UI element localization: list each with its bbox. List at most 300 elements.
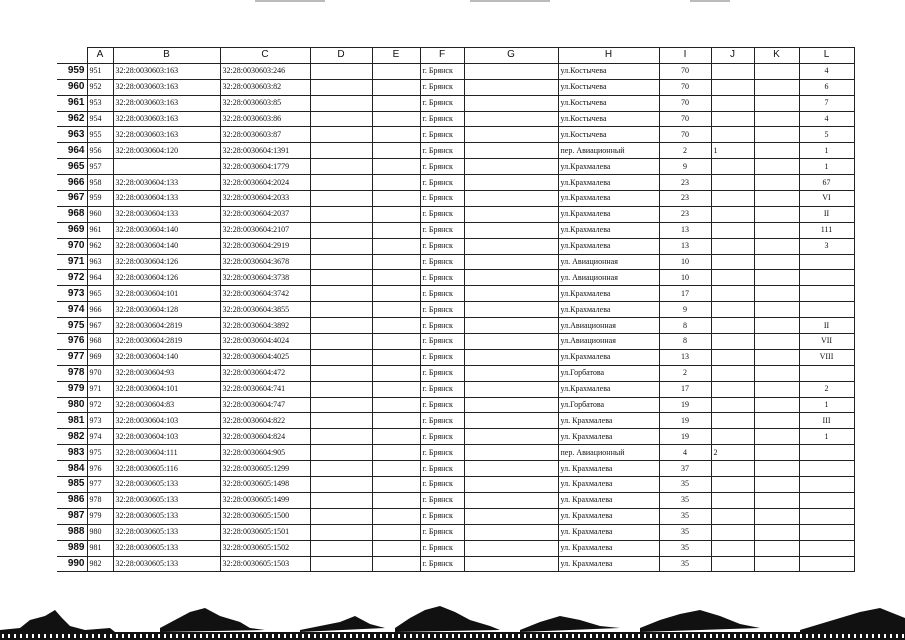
cell-l[interactable]: 4 bbox=[799, 63, 854, 79]
cell-a[interactable]: 966 bbox=[87, 302, 113, 318]
cell-k[interactable] bbox=[754, 270, 799, 286]
cell-c[interactable]: 32:28:0030604:1391 bbox=[220, 143, 310, 159]
cell-f[interactable]: г. Брянск bbox=[420, 492, 464, 508]
cell-b[interactable]: 32:28:0030604:140 bbox=[113, 222, 220, 238]
cell-k[interactable] bbox=[754, 286, 799, 302]
column-header-e[interactable]: E bbox=[372, 48, 420, 64]
cell-l[interactable]: II bbox=[799, 318, 854, 334]
cell-h[interactable]: ул. Крахмалева bbox=[558, 492, 659, 508]
cell-g[interactable] bbox=[464, 381, 558, 397]
cell-e[interactable] bbox=[372, 270, 420, 286]
cell-g[interactable] bbox=[464, 349, 558, 365]
row-number[interactable]: 963 bbox=[57, 127, 87, 143]
cell-c[interactable]: 32:28:0030603:246 bbox=[220, 63, 310, 79]
cell-k[interactable] bbox=[754, 365, 799, 381]
cell-h[interactable]: ул. Крахмалева bbox=[558, 429, 659, 445]
cell-l[interactable] bbox=[799, 492, 854, 508]
cell-h[interactable]: ул.Крахмалева bbox=[558, 381, 659, 397]
row-number[interactable]: 966 bbox=[57, 175, 87, 191]
cell-d[interactable] bbox=[310, 175, 372, 191]
cell-k[interactable] bbox=[754, 222, 799, 238]
cell-i[interactable]: 37 bbox=[659, 461, 711, 477]
cell-c[interactable]: 32:28:0030604:3892 bbox=[220, 318, 310, 334]
cell-g[interactable] bbox=[464, 540, 558, 556]
cell-b[interactable]: 32:28:0030604:133 bbox=[113, 206, 220, 222]
cell-k[interactable] bbox=[754, 445, 799, 461]
cell-d[interactable] bbox=[310, 429, 372, 445]
cell-c[interactable]: 32:28:0030604:2037 bbox=[220, 206, 310, 222]
cell-g[interactable] bbox=[464, 238, 558, 254]
cell-e[interactable] bbox=[372, 79, 420, 95]
row-number[interactable]: 977 bbox=[57, 349, 87, 365]
cell-f[interactable]: г. Брянск bbox=[420, 445, 464, 461]
cell-b[interactable]: 32:28:0030604:140 bbox=[113, 238, 220, 254]
cell-i[interactable]: 35 bbox=[659, 556, 711, 572]
cell-f[interactable]: г. Брянск bbox=[420, 413, 464, 429]
cell-a[interactable]: 951 bbox=[87, 63, 113, 79]
cell-d[interactable] bbox=[310, 556, 372, 572]
cell-l[interactable]: 1 bbox=[799, 397, 854, 413]
cell-j[interactable] bbox=[711, 238, 754, 254]
cell-l[interactable]: 6 bbox=[799, 79, 854, 95]
cell-g[interactable] bbox=[464, 286, 558, 302]
cell-a[interactable]: 970 bbox=[87, 365, 113, 381]
row-number[interactable]: 989 bbox=[57, 540, 87, 556]
cell-g[interactable] bbox=[464, 413, 558, 429]
cell-k[interactable] bbox=[754, 524, 799, 540]
cell-a[interactable]: 952 bbox=[87, 79, 113, 95]
cell-b[interactable]: 32:28:0030603:163 bbox=[113, 79, 220, 95]
cell-c[interactable]: 32:28:0030604:824 bbox=[220, 429, 310, 445]
cell-a[interactable]: 979 bbox=[87, 508, 113, 524]
cell-h[interactable]: ул. Крахмалева bbox=[558, 508, 659, 524]
cell-b[interactable]: 32:28:0030604:2819 bbox=[113, 334, 220, 350]
cell-f[interactable]: г. Брянск bbox=[420, 349, 464, 365]
cell-d[interactable] bbox=[310, 143, 372, 159]
cell-k[interactable] bbox=[754, 381, 799, 397]
cell-j[interactable] bbox=[711, 63, 754, 79]
cell-a[interactable]: 974 bbox=[87, 429, 113, 445]
cell-j[interactable] bbox=[711, 381, 754, 397]
cell-a[interactable]: 964 bbox=[87, 270, 113, 286]
cell-c[interactable]: 32:28:0030604:2024 bbox=[220, 175, 310, 191]
cell-b[interactable]: 32:28:0030604:101 bbox=[113, 381, 220, 397]
cell-k[interactable] bbox=[754, 191, 799, 207]
cell-e[interactable] bbox=[372, 95, 420, 111]
cell-d[interactable] bbox=[310, 79, 372, 95]
cell-c[interactable]: 32:28:0030605:1501 bbox=[220, 524, 310, 540]
cell-f[interactable]: г. Брянск bbox=[420, 365, 464, 381]
cell-a[interactable]: 968 bbox=[87, 334, 113, 350]
cell-f[interactable]: г. Брянск bbox=[420, 429, 464, 445]
cell-k[interactable] bbox=[754, 143, 799, 159]
cell-h[interactable]: ул. Крахмалева bbox=[558, 524, 659, 540]
column-header-b[interactable]: B bbox=[113, 48, 220, 64]
cell-b[interactable]: 32:28:0030604:111 bbox=[113, 445, 220, 461]
cell-i[interactable]: 70 bbox=[659, 63, 711, 79]
cell-i[interactable]: 13 bbox=[659, 222, 711, 238]
cell-l[interactable] bbox=[799, 508, 854, 524]
cell-d[interactable] bbox=[310, 540, 372, 556]
cell-b[interactable]: 32:28:0030604:120 bbox=[113, 143, 220, 159]
cell-e[interactable] bbox=[372, 334, 420, 350]
cell-f[interactable]: г. Брянск bbox=[420, 238, 464, 254]
cell-i[interactable]: 35 bbox=[659, 524, 711, 540]
cell-h[interactable]: ул.Крахмалева bbox=[558, 191, 659, 207]
cell-e[interactable] bbox=[372, 63, 420, 79]
cell-h[interactable]: ул.Крахмалева bbox=[558, 222, 659, 238]
cell-g[interactable] bbox=[464, 508, 558, 524]
cell-k[interactable] bbox=[754, 254, 799, 270]
row-number[interactable]: 987 bbox=[57, 508, 87, 524]
cell-j[interactable] bbox=[711, 524, 754, 540]
cell-l[interactable]: 4 bbox=[799, 111, 854, 127]
cell-c[interactable]: 32:28:0030603:82 bbox=[220, 79, 310, 95]
column-header-l[interactable]: L bbox=[799, 48, 854, 64]
cell-j[interactable] bbox=[711, 540, 754, 556]
row-number[interactable]: 962 bbox=[57, 111, 87, 127]
column-header-h[interactable]: H bbox=[558, 48, 659, 64]
cell-j[interactable] bbox=[711, 254, 754, 270]
cell-d[interactable] bbox=[310, 191, 372, 207]
cell-j[interactable] bbox=[711, 302, 754, 318]
cell-f[interactable]: г. Брянск bbox=[420, 127, 464, 143]
cell-b[interactable] bbox=[113, 159, 220, 175]
cell-h[interactable]: ул.Костычева bbox=[558, 127, 659, 143]
cell-b[interactable]: 32:28:0030605:133 bbox=[113, 492, 220, 508]
row-number[interactable]: 988 bbox=[57, 524, 87, 540]
row-number[interactable]: 960 bbox=[57, 79, 87, 95]
cell-g[interactable] bbox=[464, 270, 558, 286]
cell-e[interactable] bbox=[372, 365, 420, 381]
cell-d[interactable] bbox=[310, 63, 372, 79]
cell-f[interactable]: г. Брянск bbox=[420, 477, 464, 493]
cell-d[interactable] bbox=[310, 270, 372, 286]
cell-l[interactable]: III bbox=[799, 413, 854, 429]
cell-j[interactable] bbox=[711, 477, 754, 493]
cell-l[interactable]: 5 bbox=[799, 127, 854, 143]
cell-d[interactable] bbox=[310, 397, 372, 413]
cell-l[interactable]: VIII bbox=[799, 349, 854, 365]
cell-b[interactable]: 32:28:0030605:133 bbox=[113, 477, 220, 493]
cell-a[interactable]: 956 bbox=[87, 143, 113, 159]
cell-f[interactable]: г. Брянск bbox=[420, 461, 464, 477]
cell-f[interactable]: г. Брянск bbox=[420, 191, 464, 207]
cell-f[interactable]: г. Брянск bbox=[420, 334, 464, 350]
cell-h[interactable]: ул.Авиационная bbox=[558, 334, 659, 350]
cell-i[interactable]: 35 bbox=[659, 492, 711, 508]
cell-a[interactable]: 967 bbox=[87, 318, 113, 334]
cell-k[interactable] bbox=[754, 540, 799, 556]
cell-i[interactable]: 9 bbox=[659, 302, 711, 318]
cell-l[interactable]: II bbox=[799, 206, 854, 222]
cell-e[interactable] bbox=[372, 492, 420, 508]
cell-f[interactable]: г. Брянск bbox=[420, 206, 464, 222]
cell-j[interactable] bbox=[711, 175, 754, 191]
cell-a[interactable]: 976 bbox=[87, 461, 113, 477]
cell-h[interactable]: ул. Крахмалева bbox=[558, 461, 659, 477]
cell-i[interactable]: 10 bbox=[659, 254, 711, 270]
cell-l[interactable]: VII bbox=[799, 334, 854, 350]
cell-i[interactable]: 19 bbox=[659, 429, 711, 445]
column-header-c[interactable]: C bbox=[220, 48, 310, 64]
cell-i[interactable]: 8 bbox=[659, 334, 711, 350]
cell-b[interactable]: 32:28:0030604:93 bbox=[113, 365, 220, 381]
cell-g[interactable] bbox=[464, 95, 558, 111]
cell-l[interactable] bbox=[799, 524, 854, 540]
cell-a[interactable]: 953 bbox=[87, 95, 113, 111]
cell-f[interactable]: г. Брянск bbox=[420, 222, 464, 238]
row-number[interactable]: 984 bbox=[57, 461, 87, 477]
cell-g[interactable] bbox=[464, 254, 558, 270]
cell-h[interactable]: ул. Крахмалева bbox=[558, 556, 659, 572]
cell-h[interactable]: ул. Авиационная bbox=[558, 270, 659, 286]
cell-f[interactable]: г. Брянск bbox=[420, 254, 464, 270]
cell-c[interactable]: 32:28:0030604:741 bbox=[220, 381, 310, 397]
cell-a[interactable]: 962 bbox=[87, 238, 113, 254]
cell-j[interactable] bbox=[711, 127, 754, 143]
cell-c[interactable]: 32:28:0030605:1299 bbox=[220, 461, 310, 477]
cell-g[interactable] bbox=[464, 127, 558, 143]
row-number[interactable]: 980 bbox=[57, 397, 87, 413]
cell-j[interactable] bbox=[711, 206, 754, 222]
cell-b[interactable]: 32:28:0030605:116 bbox=[113, 461, 220, 477]
cell-a[interactable]: 975 bbox=[87, 445, 113, 461]
cell-h[interactable]: ул. Крахмалева bbox=[558, 540, 659, 556]
cell-j[interactable] bbox=[711, 111, 754, 127]
cell-c[interactable]: 32:28:0030605:1498 bbox=[220, 477, 310, 493]
cell-j[interactable] bbox=[711, 286, 754, 302]
cell-f[interactable]: г. Брянск bbox=[420, 524, 464, 540]
cell-g[interactable] bbox=[464, 397, 558, 413]
cell-a[interactable]: 960 bbox=[87, 206, 113, 222]
cell-f[interactable]: г. Брянск bbox=[420, 79, 464, 95]
cell-j[interactable] bbox=[711, 95, 754, 111]
cell-l[interactable] bbox=[799, 477, 854, 493]
cell-e[interactable] bbox=[372, 445, 420, 461]
cell-l[interactable] bbox=[799, 461, 854, 477]
cell-d[interactable] bbox=[310, 508, 372, 524]
cell-d[interactable] bbox=[310, 302, 372, 318]
cell-c[interactable]: 32:28:0030603:85 bbox=[220, 95, 310, 111]
cell-c[interactable]: 32:28:0030603:87 bbox=[220, 127, 310, 143]
cell-k[interactable] bbox=[754, 556, 799, 572]
row-number[interactable]: 982 bbox=[57, 429, 87, 445]
cell-l[interactable]: 1 bbox=[799, 143, 854, 159]
cell-g[interactable] bbox=[464, 143, 558, 159]
cell-f[interactable]: г. Брянск bbox=[420, 556, 464, 572]
cell-c[interactable]: 32:28:0030604:2107 bbox=[220, 222, 310, 238]
cell-d[interactable] bbox=[310, 254, 372, 270]
cell-g[interactable] bbox=[464, 159, 558, 175]
cell-e[interactable] bbox=[372, 111, 420, 127]
cell-c[interactable]: 32:28:0030605:1500 bbox=[220, 508, 310, 524]
row-number[interactable]: 973 bbox=[57, 286, 87, 302]
cell-j[interactable] bbox=[711, 508, 754, 524]
cell-l[interactable] bbox=[799, 286, 854, 302]
cell-j[interactable] bbox=[711, 397, 754, 413]
row-number[interactable]: 971 bbox=[57, 254, 87, 270]
cell-k[interactable] bbox=[754, 238, 799, 254]
cell-g[interactable] bbox=[464, 492, 558, 508]
cell-l[interactable]: 1 bbox=[799, 429, 854, 445]
cell-c[interactable]: 32:28:0030604:3742 bbox=[220, 286, 310, 302]
cell-d[interactable] bbox=[310, 238, 372, 254]
cell-l[interactable] bbox=[799, 365, 854, 381]
cell-k[interactable] bbox=[754, 111, 799, 127]
cell-f[interactable]: г. Брянск bbox=[420, 540, 464, 556]
cell-k[interactable] bbox=[754, 508, 799, 524]
cell-g[interactable] bbox=[464, 461, 558, 477]
cell-d[interactable] bbox=[310, 111, 372, 127]
cell-k[interactable] bbox=[754, 127, 799, 143]
cell-a[interactable]: 959 bbox=[87, 191, 113, 207]
cell-g[interactable] bbox=[464, 445, 558, 461]
cell-e[interactable] bbox=[372, 397, 420, 413]
cell-e[interactable] bbox=[372, 222, 420, 238]
cell-j[interactable] bbox=[711, 429, 754, 445]
row-number[interactable]: 974 bbox=[57, 302, 87, 318]
cell-h[interactable]: ул.Крахмалева bbox=[558, 286, 659, 302]
cell-l[interactable]: 1 bbox=[799, 159, 854, 175]
row-number[interactable]: 959 bbox=[57, 63, 87, 79]
cell-c[interactable]: 32:28:0030604:4025 bbox=[220, 349, 310, 365]
cell-h[interactable]: ул.Костычева bbox=[558, 95, 659, 111]
cell-b[interactable]: 32:28:0030604:133 bbox=[113, 175, 220, 191]
cell-f[interactable]: г. Брянск bbox=[420, 318, 464, 334]
cell-g[interactable] bbox=[464, 429, 558, 445]
cell-l[interactable] bbox=[799, 270, 854, 286]
cell-d[interactable] bbox=[310, 445, 372, 461]
column-header-j[interactable]: J bbox=[711, 48, 754, 64]
cell-b[interactable]: 32:28:0030604:126 bbox=[113, 270, 220, 286]
cell-f[interactable]: г. Брянск bbox=[420, 175, 464, 191]
column-header-d[interactable]: D bbox=[310, 48, 372, 64]
cell-j[interactable] bbox=[711, 222, 754, 238]
cell-e[interactable] bbox=[372, 238, 420, 254]
cell-k[interactable] bbox=[754, 349, 799, 365]
cell-f[interactable]: г. Брянск bbox=[420, 143, 464, 159]
row-number[interactable]: 967 bbox=[57, 191, 87, 207]
cell-d[interactable] bbox=[310, 318, 372, 334]
cell-h[interactable]: ул.Авиационная bbox=[558, 318, 659, 334]
cell-i[interactable]: 8 bbox=[659, 318, 711, 334]
cell-c[interactable]: 32:28:0030604:3678 bbox=[220, 254, 310, 270]
cell-j[interactable] bbox=[711, 413, 754, 429]
cell-c[interactable]: 32:28:0030604:747 bbox=[220, 397, 310, 413]
cell-k[interactable] bbox=[754, 461, 799, 477]
cell-j[interactable] bbox=[711, 191, 754, 207]
row-number[interactable]: 961 bbox=[57, 95, 87, 111]
cell-g[interactable] bbox=[464, 556, 558, 572]
cell-d[interactable] bbox=[310, 365, 372, 381]
column-header-k[interactable]: K bbox=[754, 48, 799, 64]
cell-b[interactable]: 32:28:0030604:103 bbox=[113, 413, 220, 429]
cell-h[interactable]: ул.Горбатова bbox=[558, 397, 659, 413]
cell-d[interactable] bbox=[310, 349, 372, 365]
cell-a[interactable]: 957 bbox=[87, 159, 113, 175]
cell-f[interactable]: г. Брянск bbox=[420, 381, 464, 397]
cell-c[interactable]: 32:28:0030604:1779 bbox=[220, 159, 310, 175]
cell-b[interactable]: 32:28:0030604:2819 bbox=[113, 318, 220, 334]
cell-l[interactable]: 2 bbox=[799, 381, 854, 397]
cell-h[interactable]: пер. Авиационный bbox=[558, 445, 659, 461]
cell-j[interactable] bbox=[711, 334, 754, 350]
cell-d[interactable] bbox=[310, 461, 372, 477]
cell-d[interactable] bbox=[310, 127, 372, 143]
cell-b[interactable]: 32:28:0030604:101 bbox=[113, 286, 220, 302]
row-number[interactable]: 978 bbox=[57, 365, 87, 381]
cell-j[interactable] bbox=[711, 365, 754, 381]
cell-h[interactable]: ул.Крахмалева bbox=[558, 302, 659, 318]
cell-i[interactable]: 9 bbox=[659, 159, 711, 175]
cell-i[interactable]: 70 bbox=[659, 79, 711, 95]
row-number[interactable]: 981 bbox=[57, 413, 87, 429]
cell-k[interactable] bbox=[754, 477, 799, 493]
cell-k[interactable] bbox=[754, 429, 799, 445]
cell-b[interactable]: 32:28:0030603:163 bbox=[113, 63, 220, 79]
cell-f[interactable]: г. Брянск bbox=[420, 508, 464, 524]
cell-d[interactable] bbox=[310, 413, 372, 429]
cell-h[interactable]: ул.Костычева bbox=[558, 111, 659, 127]
cell-l[interactable]: 7 bbox=[799, 95, 854, 111]
cell-c[interactable]: 32:28:0030603:86 bbox=[220, 111, 310, 127]
cell-g[interactable] bbox=[464, 222, 558, 238]
cell-c[interactable]: 32:28:0030604:4024 bbox=[220, 334, 310, 350]
cell-b[interactable]: 32:28:0030604:126 bbox=[113, 254, 220, 270]
cell-k[interactable] bbox=[754, 175, 799, 191]
cell-l[interactable] bbox=[799, 254, 854, 270]
cell-i[interactable]: 23 bbox=[659, 191, 711, 207]
column-header-i[interactable]: I bbox=[659, 48, 711, 64]
cell-j[interactable] bbox=[711, 492, 754, 508]
cell-c[interactable]: 32:28:0030605:1499 bbox=[220, 492, 310, 508]
row-number[interactable]: 976 bbox=[57, 334, 87, 350]
row-number[interactable]: 975 bbox=[57, 318, 87, 334]
cell-b[interactable]: 32:28:0030604:133 bbox=[113, 191, 220, 207]
cell-i[interactable]: 2 bbox=[659, 365, 711, 381]
cell-j[interactable] bbox=[711, 270, 754, 286]
cell-a[interactable]: 982 bbox=[87, 556, 113, 572]
cell-l[interactable]: 67 bbox=[799, 175, 854, 191]
cell-i[interactable]: 13 bbox=[659, 238, 711, 254]
cell-b[interactable]: 32:28:0030604:83 bbox=[113, 397, 220, 413]
cell-a[interactable]: 955 bbox=[87, 127, 113, 143]
cell-g[interactable] bbox=[464, 63, 558, 79]
cell-g[interactable] bbox=[464, 79, 558, 95]
cell-h[interactable]: ул.Костычева bbox=[558, 79, 659, 95]
cell-h[interactable]: ул.Крахмалева bbox=[558, 206, 659, 222]
cell-l[interactable] bbox=[799, 540, 854, 556]
cell-e[interactable] bbox=[372, 556, 420, 572]
cell-g[interactable] bbox=[464, 175, 558, 191]
cell-j[interactable] bbox=[711, 159, 754, 175]
row-number[interactable]: 990 bbox=[57, 556, 87, 572]
cell-h[interactable]: ул. Крахмалева bbox=[558, 477, 659, 493]
cell-c[interactable]: 32:28:0030604:2033 bbox=[220, 191, 310, 207]
cell-a[interactable]: 969 bbox=[87, 349, 113, 365]
cell-g[interactable] bbox=[464, 206, 558, 222]
cell-k[interactable] bbox=[754, 397, 799, 413]
cell-i[interactable]: 23 bbox=[659, 175, 711, 191]
cell-a[interactable]: 954 bbox=[87, 111, 113, 127]
cell-f[interactable]: г. Брянск bbox=[420, 286, 464, 302]
cell-b[interactable]: 32:28:0030603:163 bbox=[113, 127, 220, 143]
cell-f[interactable]: г. Брянск bbox=[420, 63, 464, 79]
cell-a[interactable]: 973 bbox=[87, 413, 113, 429]
cell-a[interactable]: 977 bbox=[87, 477, 113, 493]
cell-h[interactable]: ул.Горбатова bbox=[558, 365, 659, 381]
